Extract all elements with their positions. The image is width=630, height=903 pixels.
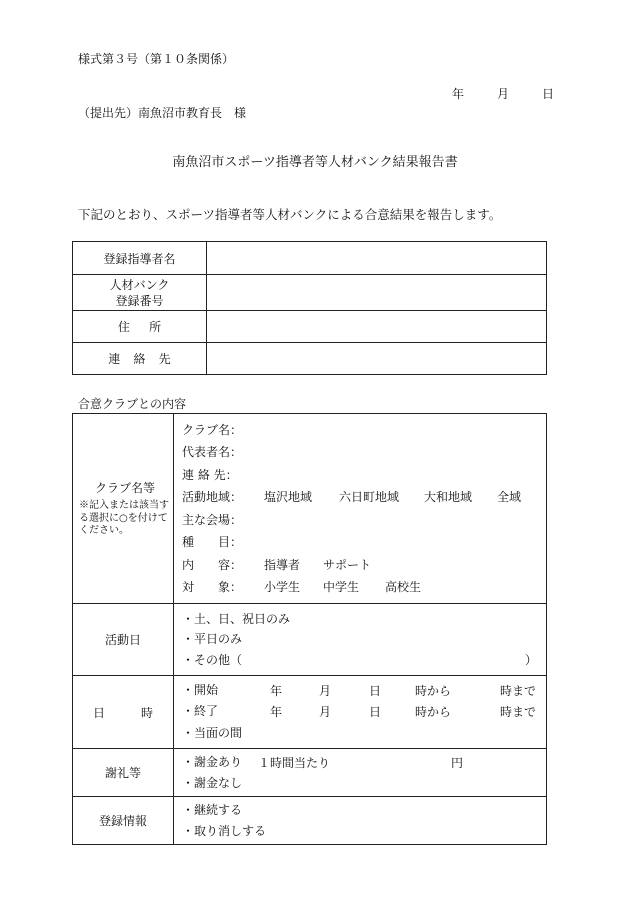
address-label-cell xyxy=(73,311,207,343)
representative-line[interactable] xyxy=(182,441,546,464)
area-option-shiozawa[interactable]: 塩沢地域 xyxy=(264,490,313,504)
intro-text: 下記のとおり、スポーツ指導者等人材バンクによる合意結果を報告します。 xyxy=(78,207,502,222)
fee-cell xyxy=(174,749,547,797)
registration-continue-option[interactable]: ・継続する xyxy=(182,802,243,817)
end-until-time: 時まで xyxy=(500,705,537,720)
venue-line[interactable] xyxy=(182,509,546,532)
end-year: 年 xyxy=(270,705,283,720)
content-option-instructor[interactable]: 指導者 xyxy=(264,557,301,572)
fee-none-option[interactable]: ・謝金なし xyxy=(182,775,243,790)
datetime-label-cell xyxy=(73,676,174,749)
activity-option-weekend[interactable]: ・土、日、祝日のみ xyxy=(182,611,291,626)
area-option-yamato[interactable]: 大和地域 xyxy=(424,490,473,504)
club-name-line[interactable] xyxy=(182,419,546,442)
address-label: 住所 xyxy=(117,320,181,334)
contact-label: 連絡先 xyxy=(108,352,184,366)
club-note: ※記入または該当する選択に○を付けてください。 xyxy=(79,500,169,537)
registrant-name-field[interactable] xyxy=(207,242,547,275)
fee-label: 謝礼等 xyxy=(73,749,174,797)
club-section-title: 合意クラブとの内容 xyxy=(78,397,187,411)
club-info-cell xyxy=(174,414,547,604)
target-option-high-school[interactable]: 高校生 xyxy=(385,580,422,594)
activity-days-cell xyxy=(174,604,547,676)
contact-field[interactable] xyxy=(207,343,547,375)
registration-cell xyxy=(174,797,547,845)
bank-number-field[interactable] xyxy=(207,275,547,311)
end-month: 月 xyxy=(319,705,332,720)
activity-days-label: 活動日 xyxy=(73,604,174,676)
club-label-cell xyxy=(73,414,174,604)
bank-label-line1: 人材バンク xyxy=(109,277,170,292)
registration-cancel-option[interactable]: ・取り消しする xyxy=(182,823,267,838)
club-contact-label: 連 絡 先： xyxy=(182,467,238,482)
date-day-label: 日 xyxy=(542,87,555,101)
activity-option-other[interactable] xyxy=(182,650,546,671)
activity-days-row xyxy=(73,604,547,676)
end-from-time: 時から xyxy=(415,705,452,720)
datetime-for-now[interactable]: ・当面の間 xyxy=(182,725,243,740)
registration-label: 登録情報 xyxy=(73,797,174,845)
datetime-start-line[interactable] xyxy=(182,680,546,702)
target-label: 対 象： xyxy=(182,580,243,594)
event-line[interactable] xyxy=(182,531,546,554)
form-number: 様式第３号（第１０条関係） xyxy=(78,52,235,66)
start-day: 日 xyxy=(369,683,382,698)
bank-number-label xyxy=(73,275,207,311)
area-line xyxy=(182,486,546,509)
area-option-muikamachi[interactable]: 六日町地域 xyxy=(339,490,400,504)
club-name-label: クラブ名： xyxy=(182,422,243,437)
contact-row xyxy=(73,343,547,375)
fee-yen: 円 xyxy=(451,755,464,770)
end-day: 日 xyxy=(369,705,382,720)
fee-row xyxy=(73,749,547,797)
content-line xyxy=(182,554,546,577)
address-field[interactable] xyxy=(207,311,547,343)
club-table xyxy=(72,413,547,845)
event-label: 種 目： xyxy=(182,535,243,549)
bank-number-row xyxy=(73,275,547,311)
date-month-label: 月 xyxy=(497,87,510,101)
registrant-table xyxy=(72,241,547,375)
area-option-all[interactable]: 全域 xyxy=(497,490,522,504)
activity-other-close-paren: ） xyxy=(525,652,538,667)
page-title: 南魚沼市スポーツ指導者等人材バンク結果報告書 xyxy=(172,155,458,170)
club-label: クラブ名等 xyxy=(94,481,155,496)
registrant-name-label: 登録指導者名 xyxy=(73,242,207,275)
bank-label-line2: 登録番号 xyxy=(115,293,164,308)
target-line xyxy=(182,576,546,599)
representative-label: 代表者名： xyxy=(182,445,243,459)
registrant-name-row xyxy=(73,242,547,275)
activity-other-label: ・その他（ xyxy=(182,652,243,667)
recipient: （提出先）南魚沼市教育長 様 xyxy=(78,106,247,120)
registration-row xyxy=(73,797,547,845)
target-option-elementary[interactable]: 小学生 xyxy=(264,580,301,594)
end-label: ・終了 xyxy=(182,704,219,719)
fee-per-hour: １時間当たり xyxy=(258,755,331,770)
content-label: 内 容： xyxy=(182,557,243,572)
datetime-label: 日 時 xyxy=(92,705,165,720)
contact-label-cell xyxy=(73,343,207,375)
start-year: 年 xyxy=(270,683,283,698)
activity-option-weekday[interactable]: ・平日のみ xyxy=(182,632,243,647)
start-label: ・開始 xyxy=(182,682,219,697)
area-label: 活動地域： xyxy=(182,490,243,504)
datetime-end-line[interactable] xyxy=(182,701,546,723)
club-info-row xyxy=(73,414,547,604)
fee-with-label: ・謝金あり xyxy=(182,754,243,769)
start-from-time: 時から xyxy=(415,683,452,698)
content-option-support[interactable]: サポート xyxy=(323,557,372,572)
datetime-cell xyxy=(174,676,547,749)
start-month: 月 xyxy=(319,683,332,698)
start-until-time: 時まで xyxy=(500,683,537,698)
fee-with-line[interactable] xyxy=(182,752,546,773)
address-row xyxy=(73,311,547,343)
venue-label: 主な会場： xyxy=(182,512,243,527)
date-year-label: 年 xyxy=(452,87,465,101)
datetime-row xyxy=(73,676,547,749)
club-contact-line[interactable] xyxy=(182,464,546,487)
target-option-junior-high[interactable]: 中学生 xyxy=(323,580,360,594)
